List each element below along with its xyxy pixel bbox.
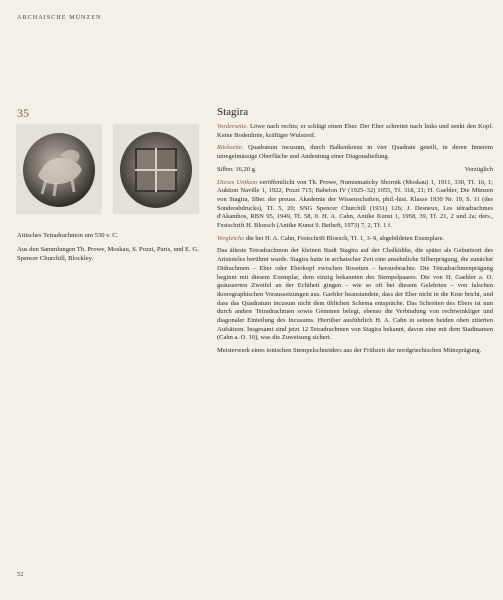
caption-provenance: Aus den Sammlungen Th. Prowe, Moskau, S. Pozzi, Paris, und E. G. Spencer Churchill, Blockley. [17,246,199,263]
coin-photographs [16,124,200,214]
grade-value: Vorzüglich [464,165,493,173]
coin-obverse-image [16,124,102,214]
obverse-paragraph [217,123,493,140]
bibliography-paragraph [217,179,493,231]
reverse-text: Quadratum incusum, durch Balkenkreuz in vier Quadrate geteilt, in deren Innerem unregelmässige Oberfläche und Andeutung einer Diagonalteilung. [217,144,493,161]
running-header: ARCHAISCHE MÜNZEN [17,14,102,21]
obverse-text: Löwe nach rechts; er schlägt einen Eber. Der Eber schreitet nach links und senkt den Kopf. Keine Bodenlinie, kräftiger Wulstreif. [217,123,493,139]
essay-paragraph: Das älteste Tetradrachmon der kleinen Stadt Stagira auf der Chalkidike, die später als Geburtsort des Aristoteles berühmt wurde. Stagira hatte in archaischer Zeit eine ansehnliche Silberprägung, die zunächst Didrachmen – Eber oder Eberkopf zwischen Rosetten – herausbrachte. Die Tetradrachmenprägung beginnt mit diesem Exemplar, dem einzig bekannten des Stempelpaares. Die von H. Gaebler a. O. geäusserten Zweifel an der Echtheit gingen – wie so oft bei diesem Gelehrten – von falschen ikonographischen Voraussetzungen aus. Gaebler beanstandete, dass der Eber nicht in die Knie bricht, und dass das Quadratum incusum nicht dem üblichen Schema entspräche. Das Schreiten des Ebers ist nun durch andere Tetradrachmen sowie Gemmen belegt, ebenso die Verbindung von rechtwinkliger und diagonaler Einteilung des Incusums. Hierüber ausführlich H. A. Cahn in seinen beiden oben zitierten Aufsätzen. Insgesamt sind jetzt 12 Tetradrachmen von Stagira bekannt, davon eine mit dem Stadtnamen (Cahn a. O. 10), was die Zuweisung sichert. [217,247,493,342]
page-number: 52 [17,571,24,578]
compare-text: die bei H. A. Cahn, Festschrift Bloesch, Tf. 1, 3–9, abgebildeten Exemplare. [244,234,445,242]
reverse-paragraph [217,144,493,161]
weight-line [217,166,493,175]
compare-paragraph [217,235,493,244]
coin-obverse-photo [16,124,102,214]
compare-label: Vergleiche [217,234,245,242]
catalog-entry [217,106,493,360]
coin-caption [17,231,202,269]
unique-text: veröffentlicht von Th. Prowe, Numismaticky Sbornik (Moskau) 1, 1911, 330, Tf. 16, 1; Auktion Naville 1, 1922, Pozzi 715; Babelon IV (1925–32) 1055, Tf. 318, 21; H. Gaebler, Die Münzen von Stagira, SBer. der preuss. Akademie der Wissenschaften, phil.-hist. Klasse 1930 Nr. 19, S. 11 (des Sonderabdrucks), Tf. 5, 20; SNG Spencer Churchill (1931) 126; J. Desneux, Les tétradrachmes d'Akanthos, RBN 95, 1949, Tf. 58, 0. H. A. Cahn, Antike Kunst 1, 1958, 39, Tf. 21, 2 und 2a; ders., Festschrift H. Bloesch (Antike Kunst 9. Beiheft, 1973) 7, 2, Tf. 1 f. [217,178,493,230]
reverse-label: Rückseite. [217,144,244,152]
coin-reverse-image [113,124,199,214]
weight-value: Silber. 16,20 g. [217,165,257,173]
caption-description: Attisches Tetradrachmon um 530 v. C. [17,232,119,239]
obverse-label: Vorderseite. [217,123,248,130]
unique-label: Dieses Unikum [217,178,258,186]
catalog-number: 35 [17,106,29,120]
entry-title: Stagira [217,106,249,118]
closing-paragraph: Meisterwerk eines ionischen Stempelschneiders aus der Frühzeit der nordgriechischen Münzprägung. [217,347,482,355]
coin-reverse-photo [113,124,199,214]
